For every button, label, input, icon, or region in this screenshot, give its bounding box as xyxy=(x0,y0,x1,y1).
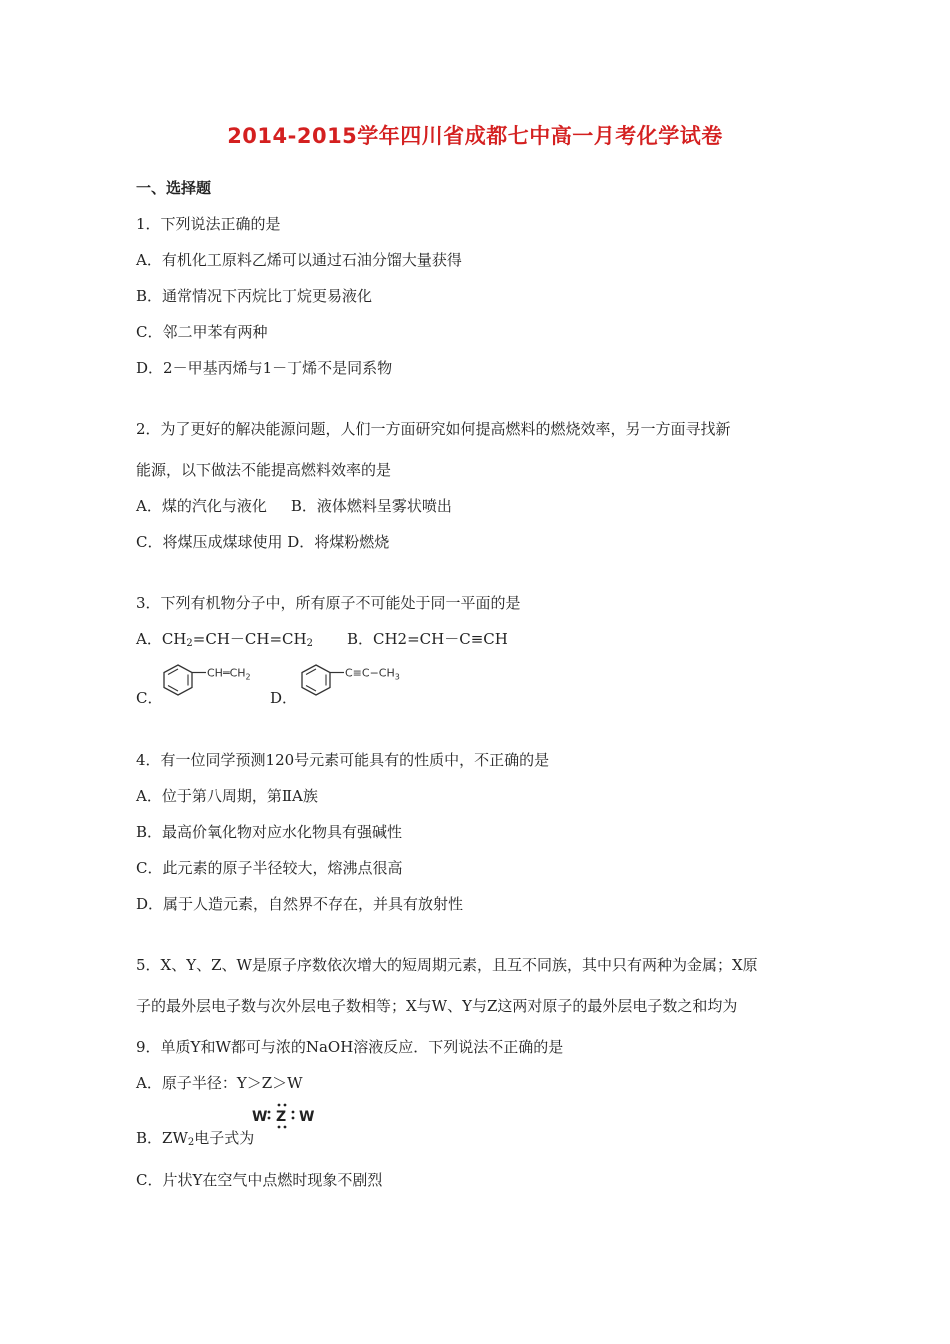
q4-option-c: C．此元素的原子半径较大，熔沸点很高 xyxy=(136,859,403,877)
q5-stem-line3: 9．单质Y和W都可与浓的NaOH溶液反应．下列说法不正确的是 xyxy=(136,1038,564,1056)
electron-dot-formula-image xyxy=(250,1100,320,1132)
q2-options-row1 xyxy=(136,496,452,516)
q2-stem-line2: 能源，以下做法不能提高燃料效率的是 xyxy=(136,461,392,479)
q5-option-a: A．原子半径：Y＞Z＞W xyxy=(136,1074,303,1092)
q1-stem: 1．下列说法正确的是 xyxy=(136,215,281,233)
styrene-structure-image xyxy=(160,660,275,700)
q3-option-b: B．CH2=CH－C≡CH xyxy=(346,630,508,648)
q5-stem-line2: 子的最外层电子数与次外层电子数相等；X与W、Y与Z这两对原子的最外层电子数之和均为 xyxy=(136,997,738,1015)
q2-option-d: D．将煤粉燃烧 xyxy=(287,533,390,551)
q3-stem: 3．下列有机物分子中，所有原子不可能处于同一平面的是 xyxy=(136,594,521,612)
q5-option-c: C．片状Y在空气中点燃时现象不剧烈 xyxy=(136,1171,383,1189)
q4-stem: 4．有一位同学预测120号元素可能具有的性质中，不正确的是 xyxy=(136,751,550,769)
q1-option-c: C．邻二甲苯有两种 xyxy=(136,323,268,341)
q3-options-row1 xyxy=(136,629,508,654)
svg-text:C≡C−CH3: $C\equiv C-CH_3$ xyxy=(345,666,400,682)
q4-option-b: B．最高价氧化物对应水化物具有强碱性 xyxy=(136,823,403,841)
q3-option-d-label: D． xyxy=(270,689,298,707)
svg-text:W: W xyxy=(299,1109,315,1125)
propynylbenzene-structure-image xyxy=(298,660,418,700)
q2-stem-line1: 2．为了更好的解决能源问题，人们一方面研究如何提高燃料的燃烧效率，另一方面寻找新 xyxy=(136,420,731,438)
q3-option-c-label: C． xyxy=(136,689,163,707)
q2-option-c: C．将煤压成煤球使用 xyxy=(136,533,283,551)
q2-option-a: A．煤的汽化与液化 xyxy=(136,497,267,515)
q3-option-a: A．$CH_2=CH-CH=CH_2$ xyxy=(136,630,313,649)
q2-option-b: B．液体燃料呈雾状喷出 xyxy=(290,497,452,515)
q4-option-a: A．位于第八周期，第ⅡA族 xyxy=(136,787,318,805)
q5-option-b: B．$ZW_2$电子式为 xyxy=(136,1129,255,1148)
q2-options-row2 xyxy=(136,532,389,552)
svg-text:CH═CH2: $CH═CH_2$ xyxy=(207,666,251,682)
page-title: 2014-2015学年四川省成都七中高一月考化学试卷 xyxy=(227,124,723,148)
q1-option-d: D．2－甲基丙烯与1－丁烯不是同系物 xyxy=(136,359,393,377)
q4-option-d: D．属于人造元素，自然界不存在，并具有放射性 xyxy=(136,895,464,913)
q5-stem-line1: 5．X、Y、Z、W是原子序数依次增大的短周期元素，且互不同族，其中只有两种为金属；X原 xyxy=(136,956,758,974)
svg-text:W: W xyxy=(252,1109,268,1125)
q1-option-b: B．通常情况下丙烷比丁烷更易液化 xyxy=(136,287,373,305)
section-heading: 一、选择题 xyxy=(136,179,212,197)
q1-option-a: A．有机化工原料乙烯可以通过石油分馏大量获得 xyxy=(136,251,462,269)
svg-text:Z: Z xyxy=(276,1109,287,1125)
